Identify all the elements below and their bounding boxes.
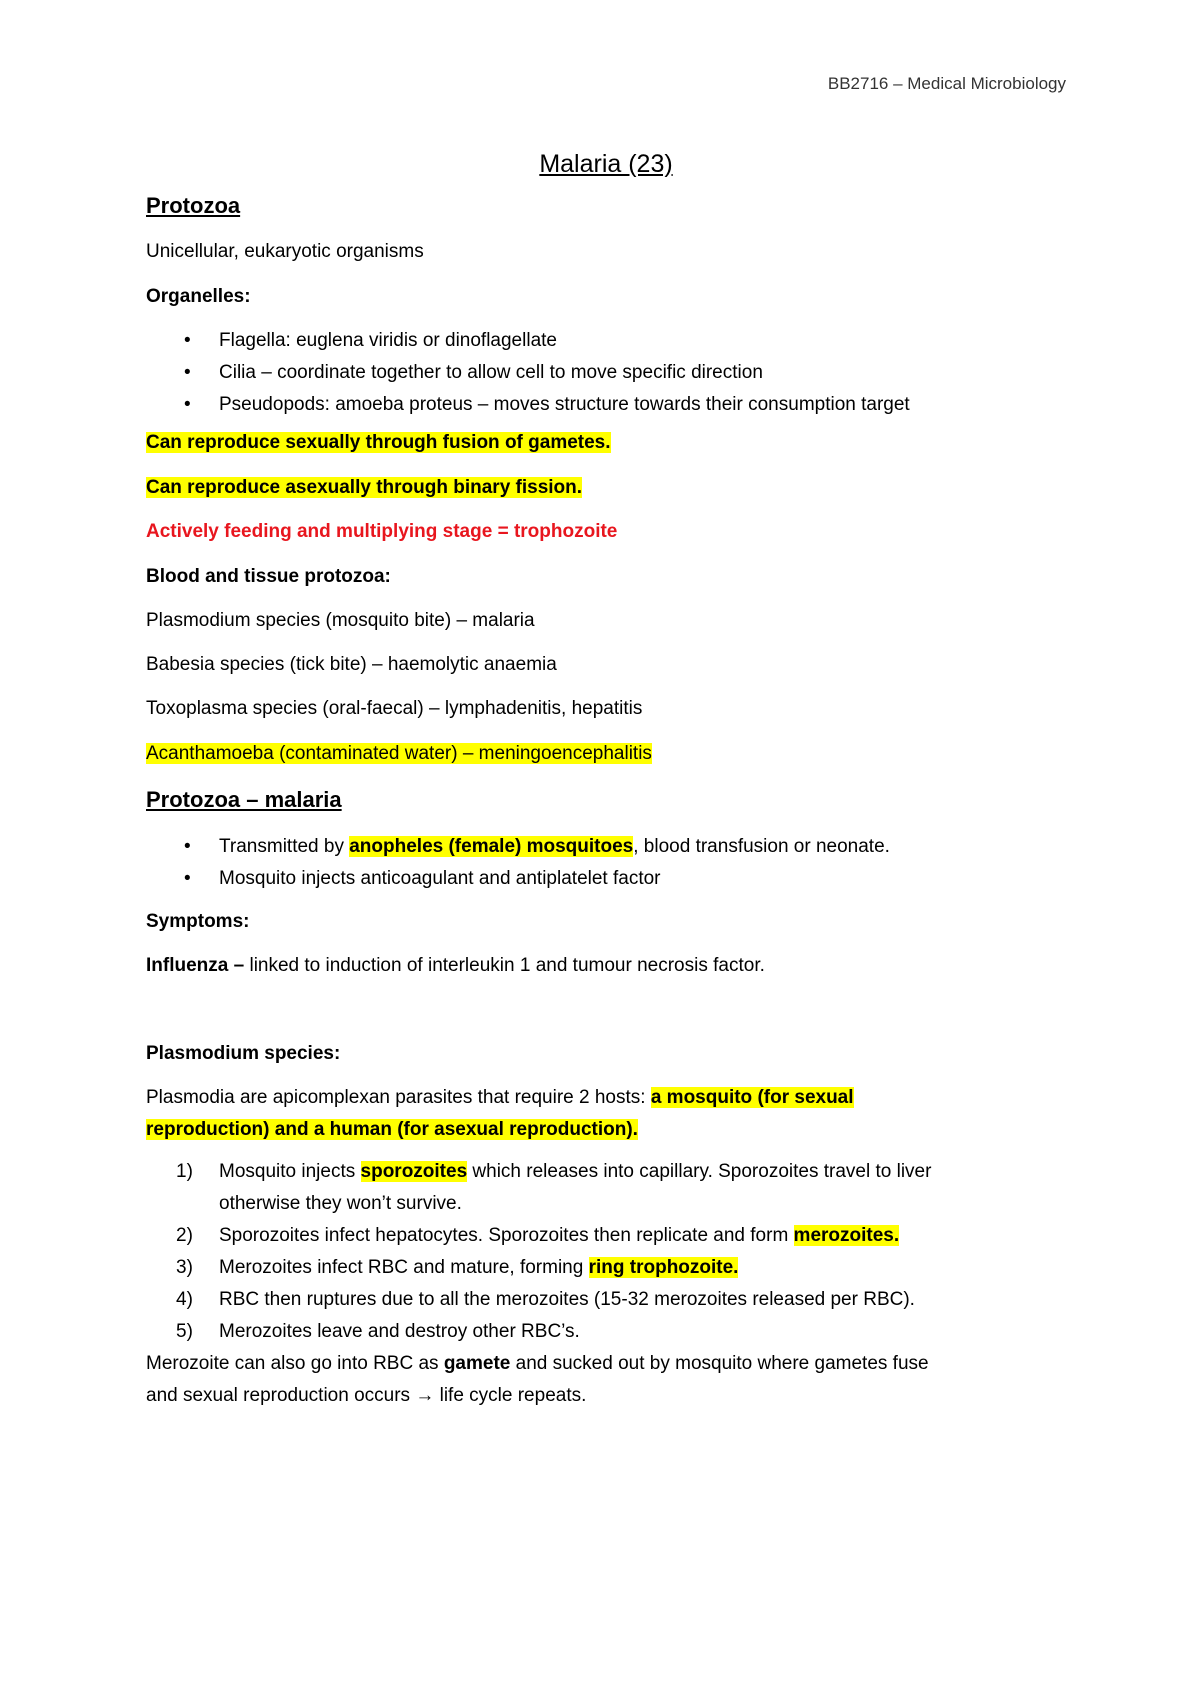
plasmodium-line: Plasmodium species (mosquito bite) – malaria — [146, 610, 535, 631]
acanthamoeba-line: Acanthamoeba (contaminated water) – meningoencephalitis — [146, 743, 652, 764]
list-item: 5) Merozoites leave and destroy other RBC’s. — [176, 1321, 580, 1342]
bullet-icon: • — [184, 868, 191, 889]
list-item: • Cilia – coordinate together to allow cell to move specific direction — [146, 357, 910, 389]
toxoplasma-line: Toxoplasma species (oral-faecal) – lymphadenitis, hepatitis — [146, 698, 643, 719]
section-heading-protozoa: Protozoa — [146, 193, 241, 218]
organelles-list-container — [146, 325, 910, 421]
list-item: • Transmitted by anopheles (female) mosquitoes, blood transfusion or neonate. — [146, 831, 890, 863]
sexual-reproduction-note: Can reproduce sexually through fusion of gametes. — [146, 432, 611, 453]
malaria-list — [146, 831, 890, 895]
list-item: 3) Merozoites infect RBC and mature, forming ring trophozoite. — [176, 1257, 739, 1278]
plasmodia-text: Plasmodia are apicomplexan parasites that require 2 hosts: a mosquito (for sexual reproduction) and a human (for asexual reproduction). — [146, 1087, 854, 1140]
symptoms-label: Symptoms: — [146, 911, 250, 932]
lifecycle-steps-container — [146, 1156, 931, 1348]
list-item: 1) Mosquito injects sporozoites which releases into capillary. Sporozoites travel to liver otherwise they won’t survive. — [176, 1161, 932, 1214]
document-page — [146, 0, 1066, 1698]
page-title: Malaria (23) — [539, 150, 673, 178]
list-item: 2) Sporozoites infect hepatocytes. Sporozoites then replicate and form merozoites. — [176, 1225, 900, 1246]
trophozoite-note: Actively feeding and multiplying stage = trophozoite — [146, 521, 618, 542]
bullet-icon: • — [184, 394, 191, 415]
symptoms-text: Influenza – linked to induction of interleukin 1 and tumour necrosis factor. — [146, 955, 765, 976]
blood-tissue-label: Blood and tissue protozoa: — [146, 566, 391, 587]
bullet-icon: • — [184, 362, 191, 383]
asexual-reproduction-note: Can reproduce asexually through binary fission. — [146, 477, 583, 498]
malaria-list-container — [146, 831, 890, 895]
list-item: • Flagella: euglena viridis or dinoflagellate — [146, 325, 910, 357]
organelles-label: Organelles: — [146, 286, 251, 307]
organelles-list — [146, 325, 910, 421]
babesia-line: Babesia species (tick bite) – haemolytic anaemia — [146, 654, 557, 675]
bullet-icon: • — [184, 330, 191, 351]
list-item: 4) RBC then ruptures due to all the merozoites (15-32 merozoites released per RBC). — [176, 1289, 915, 1310]
list-item: • Mosquito injects anticoagulant and antiplatelet factor — [146, 863, 890, 895]
intro-text: Unicellular, eukaryotic organisms — [146, 241, 424, 262]
closing-text: Merozoite can also go into RBC as gamete and sucked out by mosquito where gametes fuse and sexual reproduction occurs → life cycle repeats. — [146, 1353, 929, 1406]
list-item: • Pseudopods: amoeba proteus – moves structure towards their consumption target — [146, 389, 910, 421]
section-heading-malaria: Protozoa – malaria — [146, 787, 342, 812]
bullet-icon: • — [184, 836, 191, 857]
lifecycle-steps — [146, 1156, 931, 1348]
plasmodium-species-label: Plasmodium species: — [146, 1043, 341, 1064]
page-header: BB2716 – Medical Microbiology — [827, 74, 1066, 93]
